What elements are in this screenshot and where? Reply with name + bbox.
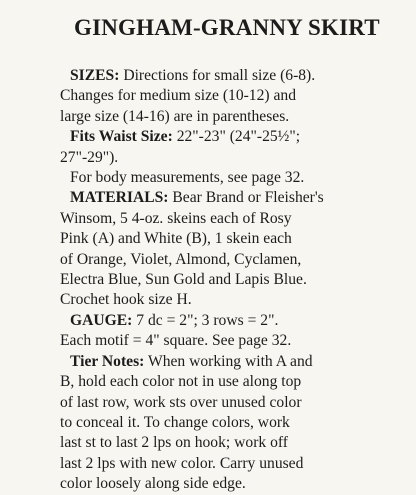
materials-line-4: of Orange, Violet, Almond, Cyclamen, [60,250,302,268]
tier-notes-heading: Tier Notes: [70,352,145,370]
pattern-title: GINGHAM-GRANNY SKIRT [74,15,380,40]
gauge-line-2: Each motif = 4" square. See page 32. [60,332,292,350]
tier-notes-paragraph [60,352,394,495]
materials-heading: MATERIALS: [70,189,169,207]
sizes-line-2: Changes for medium size (10-12) and [60,87,297,105]
waist-heading: Fits Waist Size: [70,128,173,146]
tier-notes-line-3: of last row, work sts over unused color [60,393,302,411]
gauge-line-1: GAUGE: 7 dc = 2"; 3 rows = 2". [70,311,279,329]
waist-paragraph [60,127,394,168]
tier-notes-line-7: color loosely along side edge. [60,475,246,493]
materials-line-3: Pink (A) and White (B), 1 skein each [60,230,292,248]
materials-paragraph [60,188,394,310]
tier-notes-line-4: to conceal it. To change colors, work [60,413,290,431]
tier-notes-line-2: B, hold each color not in use along top [60,373,302,391]
materials-line-1: MATERIALS: Bear Brand or Fleisher's [70,189,324,207]
materials-line-5: Electra Blue, Sun Gold and Lapis Blue. [60,271,307,289]
gauge-paragraph [60,311,394,352]
tier-notes-line-6: last 2 lps with new color. Carry unused [60,454,304,472]
materials-line-6: Crochet hook size H. [60,291,192,309]
body-measurements-line: For body measurements, see page 32. [70,169,305,187]
sizes-paragraph [60,66,394,127]
tier-notes-line-5: last st to last 2 lps on hook; work off [60,434,288,452]
body-measurements-paragraph [60,168,394,188]
gauge-heading: GAUGE: [70,311,133,329]
sizes-line-1: SIZES: Directions for small size (6-8). [70,67,316,84]
tier-notes-line-1: Tier Notes: When working with A and [70,352,313,370]
materials-line-2: Winsom, 5 4-oz. skeins each of Rosy [60,209,292,227]
waist-line-1: Fits Waist Size: 22"-23" (24"-25½"; [70,128,301,146]
pattern-body [60,66,394,495]
sizes-line-3: large size (14-16) are in parentheses. [60,107,290,125]
sizes-heading: SIZES: [70,67,120,84]
waist-line-2: 27"-29"). [60,148,119,166]
